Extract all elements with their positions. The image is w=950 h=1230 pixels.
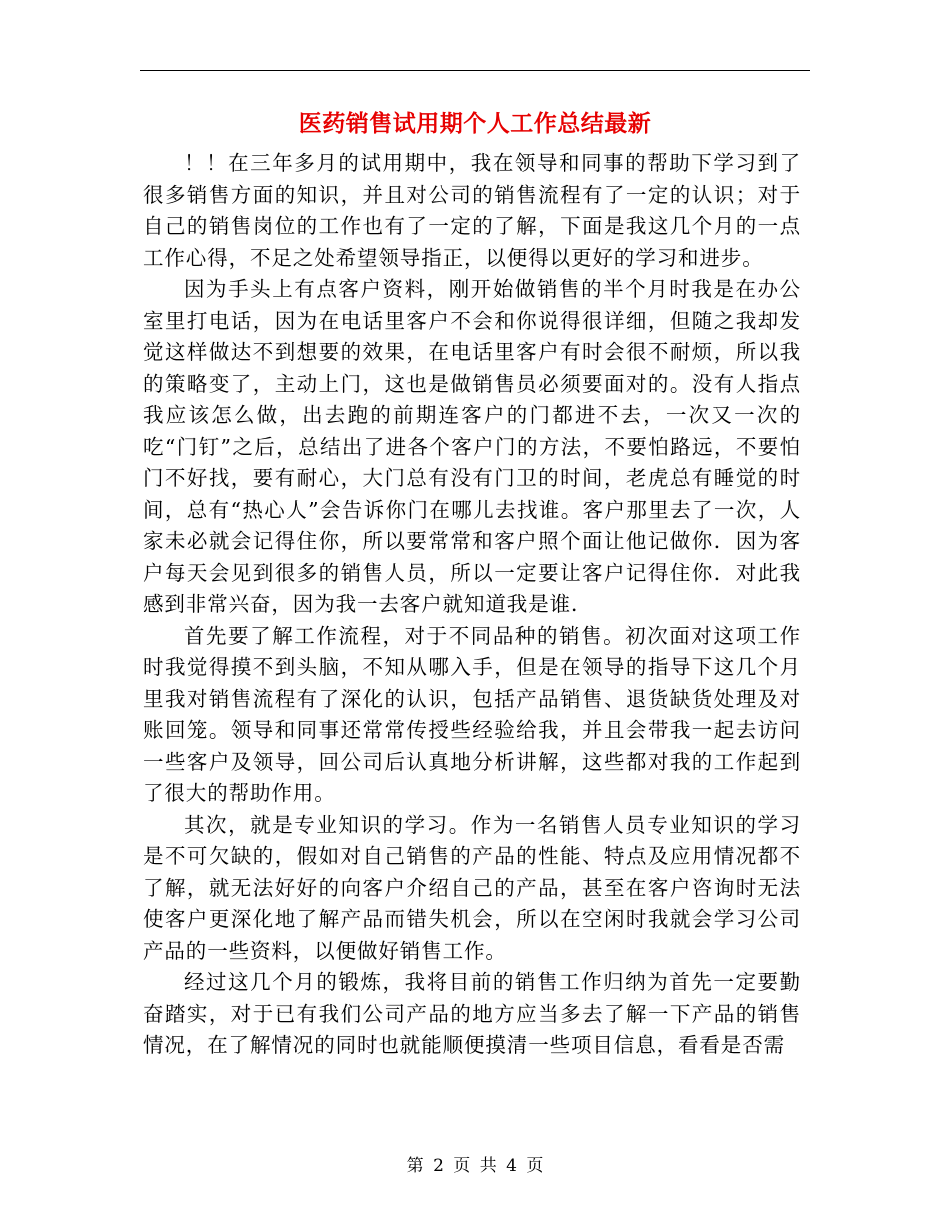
paragraph: 因为手头上有点客户资料，刚开始做销售的半个月时我是在办公室里打电话，因为在电话里客户不会和你说得很详细，但随之我却发觉这样做达不到想要的效果，在电话里客户有时会很不耐烦，所以我的策略变了，主动上门，这也是做销售员必须要面对的。没有人指点我应该怎么做，出去跑的前期连客户的门都进不去，一次又一次的吃“门钉”之后，总结出了进各个客户门的方法，不要怕路远，不要怕门不好找，要有耐心，大门总有没有门卫的时间，老虎总有睡觉的时间，总有“热心人”会告诉你门在哪儿去找谁。客户那里去了一次，人家未必就会记得住你，所以要常常和客户照个面让他记做你．因为客户每天会见到很多的销售人员，所以一定要让客户记得住你．对此我感到非常兴奋，因为我一去客户就知道我是谁． <box>143 277 801 616</box>
document-body <box>143 148 801 1062</box>
page-number-footer: 第 2 页 共 4 页 <box>406 1156 544 1176</box>
header-rule <box>140 70 810 71</box>
document-title: 医药销售试用期个人工作总结最新 <box>298 110 652 137</box>
paragraph: 经过这几个月的锻炼，我将目前的销售工作归纳为首先一定要勤奋踏实，对于已有我们公司产品的地方应当多去了解一下产品的销售情况，在了解情况的同时也就能顺便摸清一些项目信息，看看是否需 <box>143 970 801 1057</box>
paragraph: ！！在三年多月的试用期中，我在领导和同事的帮助下学习到了很多销售方面的知识，并且对公司的销售流程有了一定的认识；对于自己的销售岗位的工作也有了一定的了解，下面是我这几个月的一点工作心得，不足之处希望领导指正，以便得以更好的学习和进步。 <box>143 151 801 270</box>
paragraph: 首先要了解工作流程，对于不同品种的销售。初次面对这项工作时我觉得摸不到头脑，不知从哪入手，但是在领导的指导下这几个月里我对销售流程有了深化的认识，包括产品销售、退货缺货处理及对账回笼。领导和同事还常常传授些经验给我，并且会带我一起去访问一些客户及领导，回公司后认真地分析讲解，这些都对我的工作起到了很大的帮助作用。 <box>143 623 801 805</box>
paragraph: 其次，就是专业知识的学习。作为一名销售人员专业知识的学习是不可欠缺的，假如对自己销售的产品的性能、特点及应用情况都不了解，就无法好好的向客户介绍自己的产品，甚至在客户咨询时无法使客户更深化地了解产品而错失机会，所以在空闲时我就会学习公司产品的一些资料，以便做好销售工作。 <box>143 812 801 963</box>
